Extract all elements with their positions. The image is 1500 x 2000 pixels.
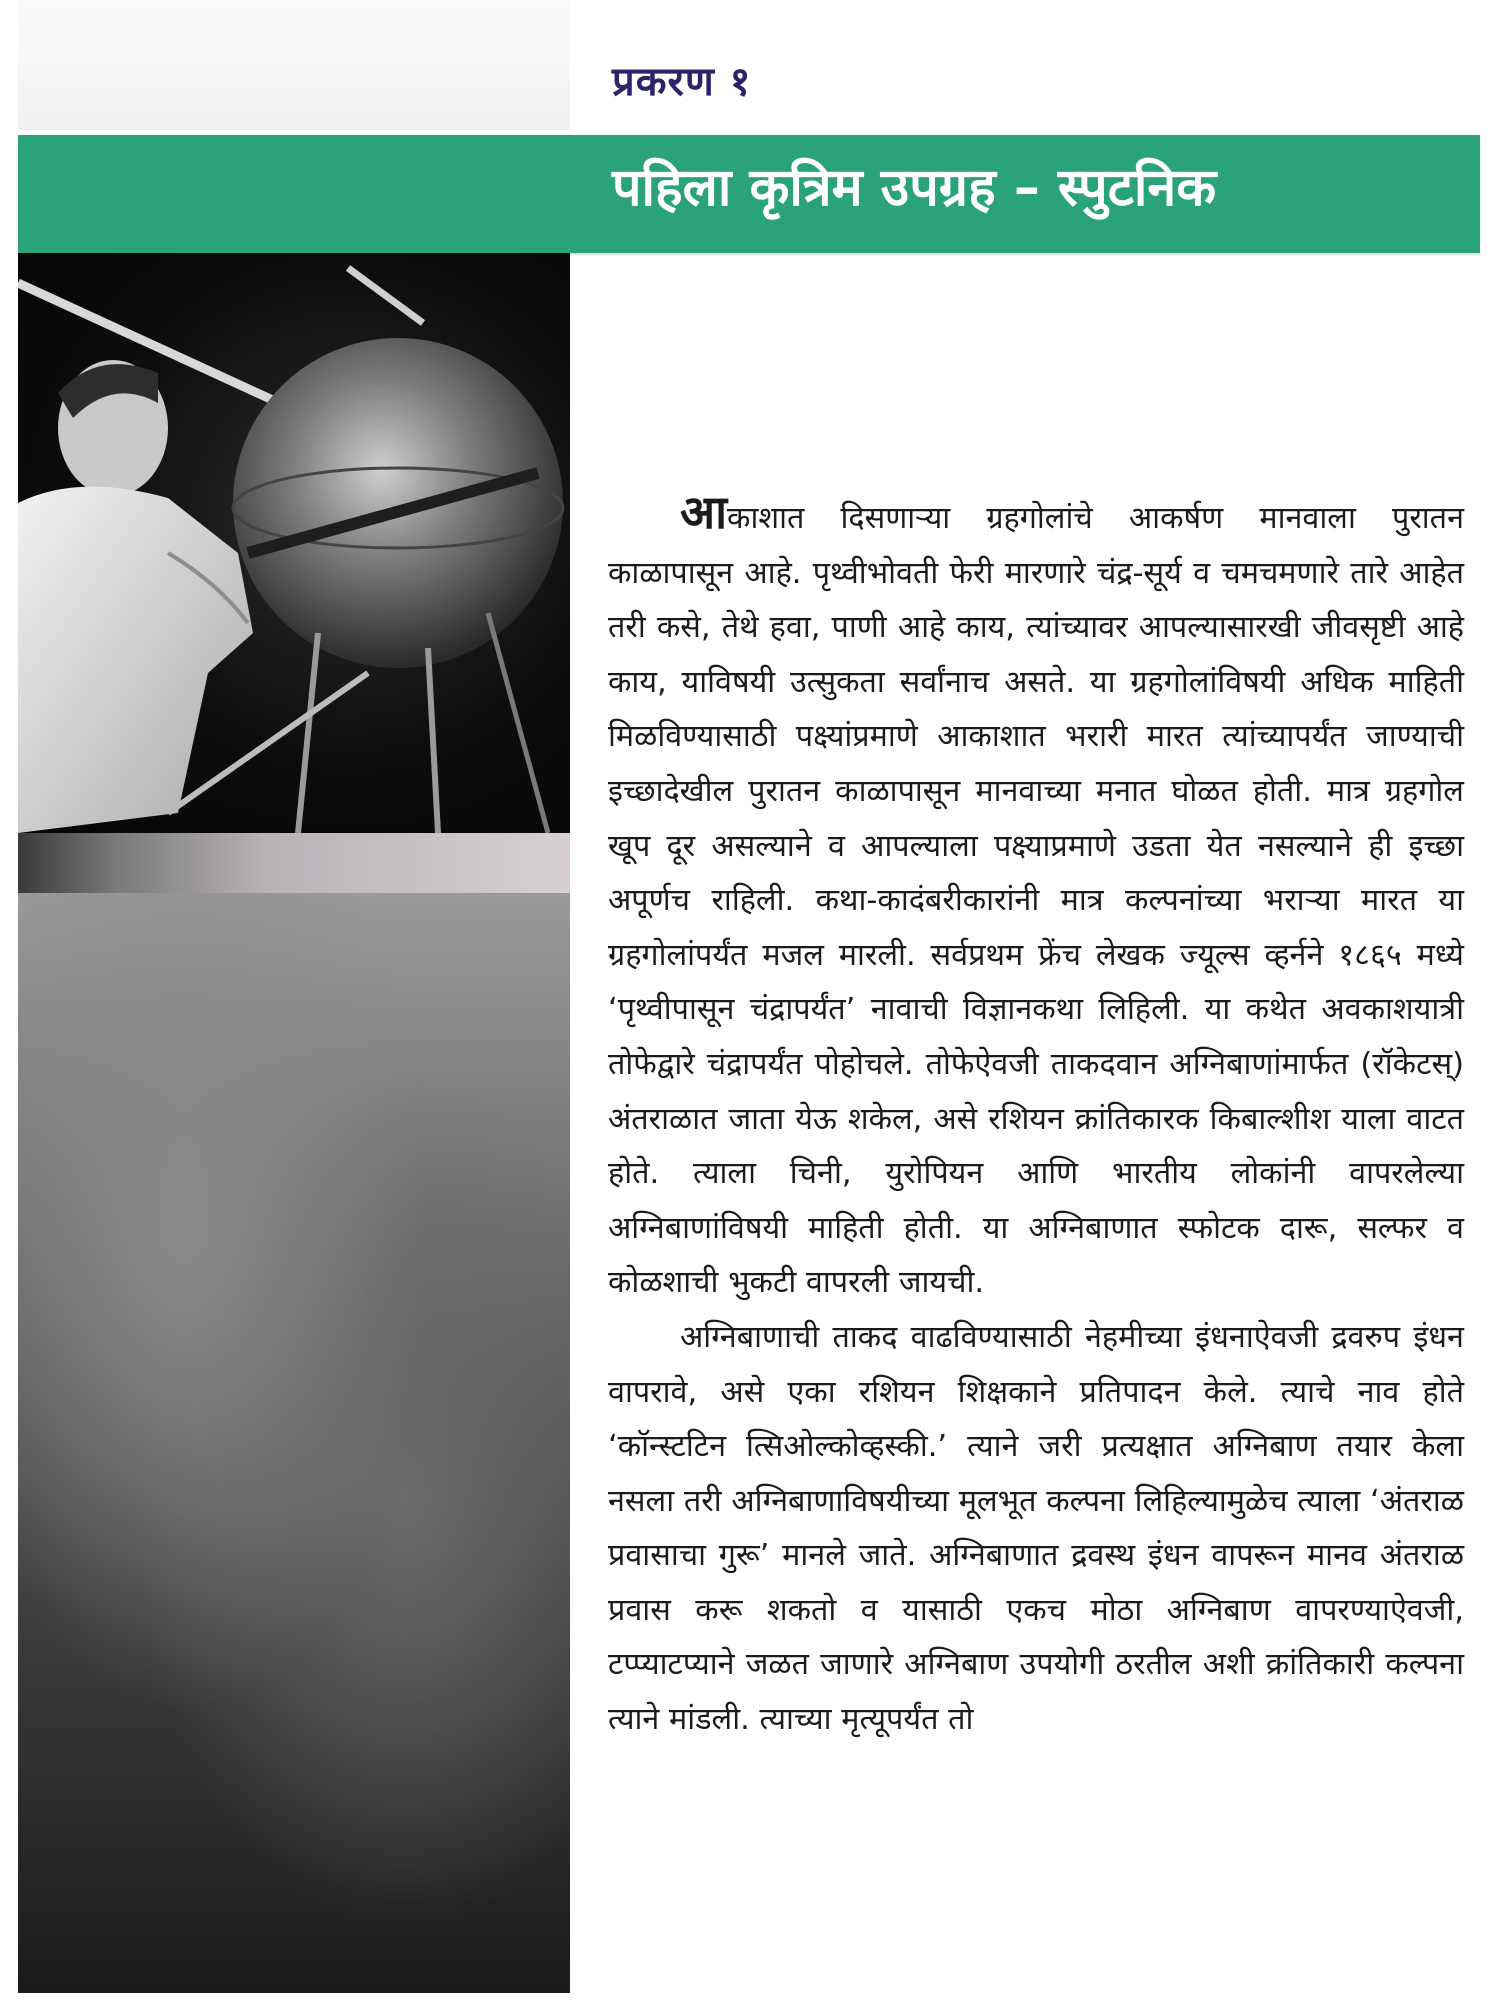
paragraph-1-text: काशात दिसणाऱ्या ग्रहगोलांचे आकर्षण मानवाला पुरातन काळापासून आहे. पृथ्वीभोवती फेरी मारणारे चंद्र-सूर्य व चमचमणारे तारे आहेत तरी कसे, तेथे हवा, पाणी आहे काय, त्यांच्यावर आपल्यासारखी जीवसृष्टी आहे काय, याविषयी उत्सुकता सर्वांनाच असते. या ग्रहगोलांविषयी अधिक माहिती मिळविण्यासाठी पक्ष्यांप्रमाणे आकाशात भरारी मारत त्यांच्यापर्यंत जाण्याची इच्छादेखील पुरातन काळापासून मानवाच्या मनात घोळत होती. मात्र ग्रहगोल खूप दूर असल्याने व आपल्याला पक्ष्याप्रमाणे उडता येत नसल्याने ही इच्छा अपूर्णच राहिली. कथा-कादंबरीकारांनी मात्र कल्पनांच्या भराऱ्या मारत या ग्रहगोलांपर्यंत मजल मारली. सर्वप्रथम फ्रेंच लेखक ज्यूल्स व्हर्नने १८६५ मध्ये ‘पृथ्वीपासून चंद्रापर्यंत’ नावाची विज्ञानकथा लिहिली. या कथेत अवकाशयात्री तोफेद्वारे चंद्रापर्यंत पोहोचले. तोफेऐवजी ताकदवान अग्निबाणांमार्फत (रॉकेटस्) अंतराळात जाता येऊ शकेल, असे रशियन क्रांतिकारक किबाल्शीश याला वाटत होते. त्याला चिनी, युरोपियन आणि भारतीय लोकांनी वापरलेल्या अग्निबाणांविषयी माहिती होती. या अग्निबाणात स्फोटक दारू, सल्फर व कोळशाची भुकटी वापरली जायची. (608, 501, 1464, 1301)
sputnik-photo-illustration (18, 253, 570, 833)
sputnik-photo (18, 253, 570, 833)
chapter-label: प्रकरण १ (612, 59, 752, 105)
header-blank-area (18, 0, 570, 130)
paragraph-1 (608, 485, 1464, 1311)
drop-cap: आ (680, 485, 728, 539)
photo-bottom-gradient-strip (18, 833, 570, 893)
left-decorative-column (18, 893, 570, 1993)
chapter-title: पहिला कृत्रिम उपग्रह – स्पुटनिक (612, 158, 1217, 218)
paragraph-2: अग्निबाणाची ताकद वाढविण्यासाठी नेहमीच्या इंधनाऐवजी द्रवरुप इंधन वापरावे, असे एका रशियन शिक्षकाने प्रतिपादन केले. त्याचे नाव होते ‘कॉन्स्टटिन त्सिओल्कोव्हस्की.’ त्याने जरी प्रत्यक्षात अग्निबाण तयार केला नसला तरी अग्निबाणाविषयीच्या मूलभूत कल्पना लिहिल्यामुळेच त्याला ‘अंतराळ प्रवासाचा गुरू’ मानले जाते. अग्निबाणात द्रवस्थ इंधन वापरून मानव अंतराळ प्रवास करू शकतो व यासाठी एकच मोठा अग्निबाण वापरण्याऐवजी, टप्प्याटप्याने जळत जाणारे अग्निबाण उपयोगी ठरतील अशी क्रांतिकारी कल्पना त्याने मांडली. त्याच्या मृत्यूपर्यंत तो (608, 1319, 1464, 1738)
chapter-body (608, 485, 1464, 1748)
